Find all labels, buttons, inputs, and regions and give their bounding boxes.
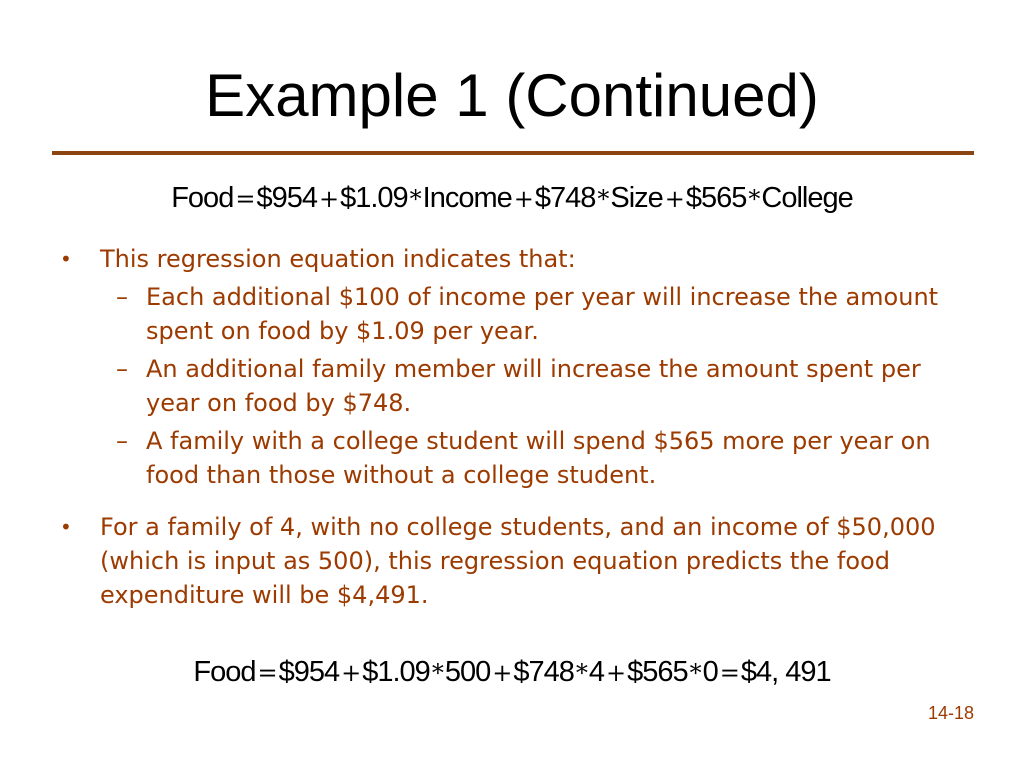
eq-term: 500 (444, 656, 491, 688)
eq-term: $565 (685, 182, 747, 214)
eq-term: Income (422, 182, 512, 214)
eq-operator: * (597, 185, 609, 213)
sub-bullet-item (60, 280, 980, 348)
eq-operator: = (235, 185, 255, 213)
eq-term: 0 (702, 656, 718, 688)
eq-operator: * (575, 659, 587, 687)
bullet-dot-icon: • (60, 247, 72, 271)
eq-term: $1.09 (362, 656, 430, 688)
prediction-equation (0, 656, 1024, 689)
eq-term: $1.09 (340, 182, 408, 214)
slide-title: Example 1 (Continued) (205, 62, 819, 129)
eq-operator: * (689, 659, 701, 687)
eq-term: Food (193, 656, 256, 688)
slide-body (60, 242, 980, 612)
eq-term: $954 (278, 656, 340, 688)
page-number: 14-18 (927, 703, 974, 723)
sub-bullet-text: Each additional $100 of income per year will increase the amount spent on food by $1.09 per year. (146, 283, 939, 345)
eq-term: $748 (534, 182, 596, 214)
eq-term: $954 (256, 182, 317, 214)
sub-bullet-item (60, 352, 980, 420)
dash-icon: – (116, 283, 128, 311)
sub-bullet-text: A family with a college student will spend $565 more per year on food than those without a college student. (146, 427, 931, 489)
eq-term: $748 (513, 656, 574, 688)
eq-operator: = (719, 659, 739, 687)
title-divider (52, 151, 974, 155)
bullet-text: For a family of 4, with no college students, and an income of $50,000 (which is input as 500), this regression equation predicts the food expenditure will be $4,491. (100, 513, 936, 609)
eq-operator: + (513, 185, 533, 213)
bullet-item (60, 510, 980, 612)
eq-term: Size (610, 182, 663, 214)
bullet-item (60, 242, 980, 276)
eq-term: $4, 491 (740, 656, 831, 688)
eq-operator: * (409, 185, 421, 213)
sub-bullet-item (60, 424, 980, 492)
bullet-dot-icon: • (60, 515, 72, 539)
eq-term: 4 (588, 656, 604, 688)
regression-equation (0, 182, 1024, 215)
eq-operator: + (664, 185, 684, 213)
eq-operator: * (431, 659, 443, 687)
eq-term: College (761, 182, 853, 214)
dash-icon: – (116, 427, 128, 455)
eq-operator: + (341, 659, 361, 687)
eq-operator: * (748, 185, 760, 213)
dash-icon: – (116, 355, 128, 383)
eq-operator: + (605, 659, 626, 687)
eq-operator: + (492, 659, 512, 687)
eq-operator: = (257, 659, 277, 687)
sub-bullet-text: An additional family member will increase the amount spent per year on food by $748. (146, 355, 921, 417)
eq-operator: + (318, 185, 339, 213)
bullet-text: This regression equation indicates that: (100, 245, 576, 273)
eq-term: Food (171, 182, 234, 214)
eq-term: $565 (627, 656, 688, 688)
